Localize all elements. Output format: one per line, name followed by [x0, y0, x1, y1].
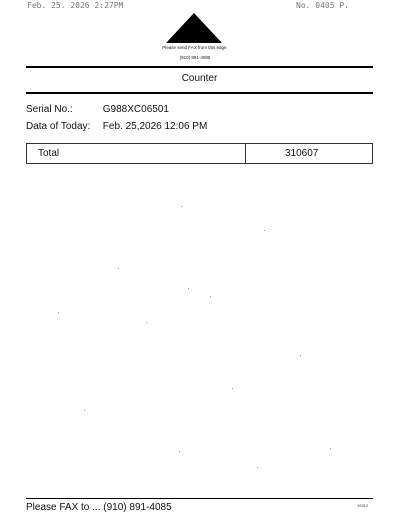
footer-fax-note: Please FAX to ... (910) 891-4085 [26, 502, 172, 513]
counter-table [26, 143, 373, 164]
fax-timestamp: Feb. 25. 2026 2:27PM [27, 1, 124, 10]
fax-transmission-header [0, 1, 400, 13]
serial-label: Serial No.: [26, 104, 73, 115]
date-label: Data of Today: [26, 121, 91, 132]
report-title: Counter [181, 73, 218, 84]
date-row [26, 121, 207, 133]
send-edge-phone: (910) 891-4085 [179, 55, 211, 60]
send-edge-note: Please send FAX from this edge. [162, 45, 228, 50]
counter-total-value: 310607 [285, 148, 319, 159]
title-divider [26, 92, 373, 94]
date-value: Feb. 25,2026 12:06 PM [102, 121, 208, 132]
serial-row [26, 104, 169, 116]
top-divider [26, 66, 373, 68]
bottom-divider [26, 498, 373, 499]
triangle-arrow-icon [166, 13, 222, 43]
fax-page-info: No. 0405 P. [296, 1, 349, 10]
page-code: 19312 [357, 503, 369, 508]
serial-value: G988XC06501 [102, 104, 169, 115]
counter-total-label: Total [27, 144, 246, 163]
